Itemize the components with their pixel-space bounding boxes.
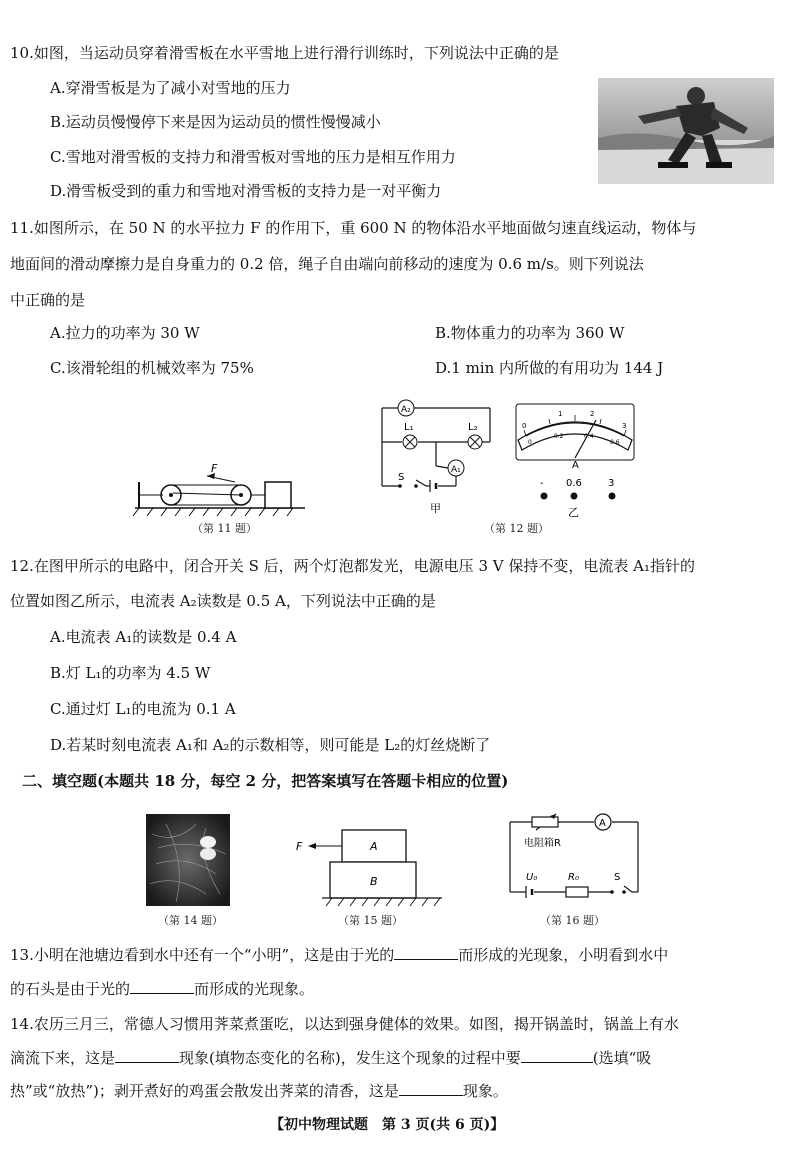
fig12-jia-label: 甲 [430, 502, 441, 515]
q12-option-b: B.灯 L₁的功率为 4.5 W [50, 664, 211, 682]
fig12-meter-unit: A [572, 460, 579, 471]
fig12-terminal-06: 0.6 [566, 478, 582, 489]
fig12-terminal-neg: - [540, 478, 544, 489]
q13-line2 [10, 978, 314, 1000]
fig12-scale-bottom-1: 0.2 [554, 433, 564, 440]
q10-option-a: A.穿滑雪板是为了减小对雪地的压力 [50, 79, 291, 97]
q10-option-c: C.雪地对滑雪板的支持力和滑雪板对雪地的压力是相互作用力 [50, 148, 456, 166]
fig15-block-a-label: A [370, 840, 378, 853]
fig15-force-label: F [296, 840, 303, 853]
fig12-scale-top-0: 0 [522, 422, 527, 430]
q14-line3 [10, 1080, 508, 1102]
fig16-r0-label: R₀ [568, 872, 579, 883]
q11-stem-line3: 中正确的是 [10, 291, 86, 309]
page-footer: 【初中物理试题 第 3 页(共 6 页)】 [270, 1117, 505, 1133]
fig16-switch-label: S [614, 872, 621, 883]
q13-line1-b: 而形成的光现象，小明看到水中 [458, 946, 669, 964]
q12-option-c: C.通过灯 L₁的电流为 0.1 A [50, 700, 236, 718]
fig12-scale-top-3: 3 [622, 422, 627, 430]
fig12-terminal-3: 3 [608, 478, 615, 489]
q13-line2-b: 而形成的光现象。 [194, 980, 315, 998]
figure-14-caption: （第 14 题） [158, 914, 223, 927]
q14-blank-3[interactable] [399, 1081, 463, 1096]
q14-blank-2[interactable] [521, 1048, 593, 1063]
fig15-block-b-label: B [370, 875, 378, 888]
q13-line1-a: 13.小明在池塘边看到水中还有一个“小明”，这是由于光的 [10, 946, 395, 964]
figure-12-caption: （第 12 题） [484, 522, 549, 535]
q10-stem: 10.如图，当运动员穿着滑雪板在水平雪地上进行滑行训练时，下列说法中正确的是 [10, 44, 559, 62]
q12-stem-line2: 位置如图乙所示，电流表 A₂读数是 0.5 A，下列说法中正确的是 [10, 592, 436, 610]
q11-option-b: B.物体重力的功率为 360 W [435, 324, 625, 342]
q10-option-d: D.滑雪板受到的重力和雪地对滑雪板的支持力是一对平衡力 [50, 182, 442, 200]
figure-11-caption: （第 11 题） [192, 522, 257, 535]
fig16-resistor-box-label: 电阻箱R [524, 838, 561, 849]
figure-15-caption: （第 15 题） [338, 914, 403, 927]
q13-line1 [10, 944, 668, 966]
q11-stem-line1: 11.如图所示，在 50 N 的水平拉力 F 的作用下，重 600 N 的物体沿水平地面做匀速直线运动，物体与 [10, 219, 697, 237]
q14-line2-a: 滴流下来，这是 [10, 1049, 116, 1067]
fig12-scale-bottom-2: 0.4 [584, 433, 594, 440]
figure-12-ammeter [510, 400, 640, 518]
fig12-a2-label: A₂ [401, 405, 411, 415]
fig12-l2-label: L₂ [468, 422, 478, 433]
q14-line3-a: 热”或“放热”)；剥开煮好的鸡蛋会散发出荠菜的清香，这是 [10, 1082, 399, 1100]
fig12-a1-label: A₁ [451, 465, 461, 475]
q11-option-d: D.1 min 内所做的有用功为 144 J [435, 359, 664, 377]
fig12-scale-bottom-3: 0.6 [610, 439, 620, 446]
fig12-scale-bottom-0: 0 [528, 439, 532, 446]
fig16-source-label: U₀ [526, 872, 538, 883]
fig12-switch-label: S [398, 472, 405, 483]
q13-blank-2[interactable] [130, 979, 194, 994]
figure-11-pulley [125, 462, 310, 522]
figure-16-circuit [504, 812, 644, 908]
q12-option-a: A.电流表 A₁的读数是 0.4 A [50, 628, 237, 646]
q11-option-a: A.拉力的功率为 30 W [50, 324, 200, 342]
figure-16-caption: （第 16 题） [540, 914, 605, 927]
q13-line2-a: 的石头是由于光的 [10, 980, 131, 998]
section2-title: 二、填空题(本题共 18 分，每空 2 分，把答案填写在答题卡相应的位置) [22, 772, 509, 790]
fig12-scale-top-2: 2 [590, 410, 595, 418]
q12-option-d: D.若某时刻电流表 A₁和 A₂的示数相等，则可能是 L₂的灯丝烧断了 [50, 736, 491, 754]
q14-line3-b: 现象。 [462, 1082, 508, 1100]
fig12-scale-top-1: 1 [558, 410, 563, 418]
q14-line2-c: (选填“吸 [592, 1049, 652, 1067]
q11-option-c: C.该滑轮组的机械效率为 75% [50, 359, 254, 377]
figure-14-photo [146, 814, 230, 906]
fig16-ammeter-label: A [599, 818, 606, 829]
fig12-l1-label: L₁ [404, 422, 414, 433]
q14-line1: 14.农历三月三，常德人习惯用荠菜煮蛋吃，以达到强身健体的效果。如图，揭开锅盖时，锅盖上有水 [10, 1015, 679, 1033]
q12-stem-line1: 12.在图甲所示的电路中，闭合开关 S 后，两个灯泡都发光，电源电压 3 V 保持不变，电流表 A₁指针的 [10, 557, 695, 575]
q14-line2 [10, 1047, 651, 1069]
q11-stem-line2: 地面间的滑动摩擦力是自身重力的 0.2 倍，绳子自由端向前移动的速度为 0.6 m/s。则下列说法 [10, 255, 644, 273]
q10-option-b: B.运动员慢慢停下来是因为运动员的惯性慢慢减小 [50, 113, 381, 131]
skier-photo [598, 78, 774, 184]
figure-12-circuit [370, 396, 500, 516]
fig11-force-label: F [211, 462, 218, 475]
q13-blank-1[interactable] [394, 945, 458, 960]
q14-line2-b: 现象(填物态变化的名称)，发生这个现象的过程中要 [179, 1049, 521, 1067]
fig12-yi-label: 乙 [568, 506, 579, 518]
q14-blank-1[interactable] [115, 1048, 179, 1063]
figure-15-blocks [292, 822, 444, 908]
